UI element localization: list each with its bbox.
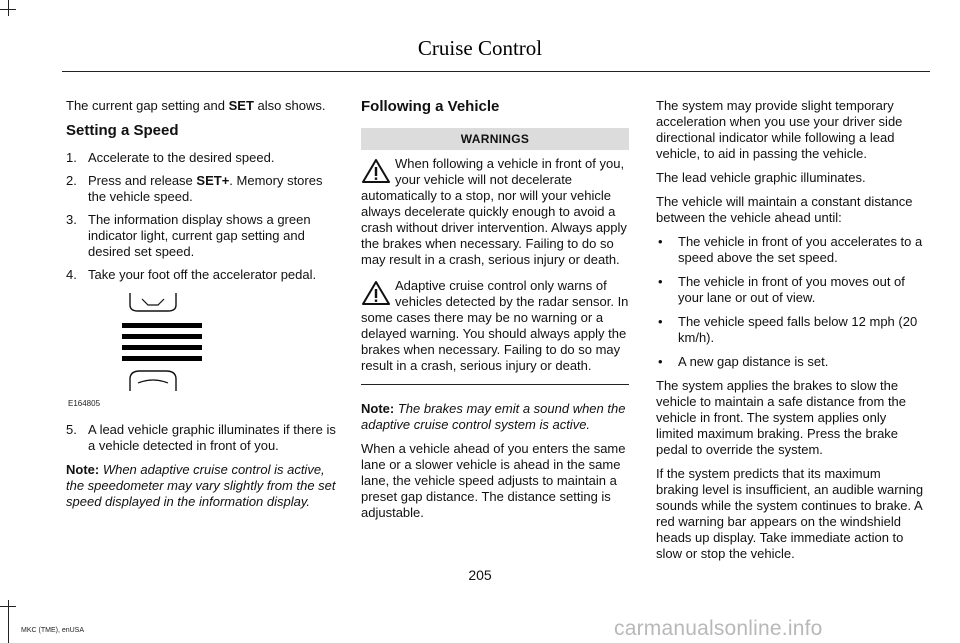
- section-title-following: Following a Vehicle: [361, 98, 500, 115]
- gap-graphic: [118, 291, 238, 414]
- gap-bar: [122, 345, 202, 350]
- section-title-setting-speed: Setting a Speed: [66, 122, 179, 139]
- watermark: carmanualsonline.info: [614, 617, 823, 640]
- own-vehicle-icon: [130, 371, 176, 391]
- paragraph: The vehicle will maintain a constant distance between the vehicle ahead until:: [656, 194, 913, 225]
- note-paragraph: Note: The brakes may emit a sound when the adaptive cruise control system is active.: [361, 401, 626, 432]
- list-item: • The vehicle in front of you moves out of your lane or out of view.: [658, 274, 905, 305]
- paragraph: If the system predicts that its maximum braking level is insufficient, an audible warning sounds while the system continues to brake. A red warning bar appears on the windshield heads up display. Take immediate action to slow or stop the vehicle.: [656, 466, 924, 561]
- column-2: [361, 98, 629, 529]
- gap-bar: [122, 323, 202, 328]
- paragraph: The system applies the brakes to slow the vehicle to maintain a safe distance from the vehicle in front. The system applies only limited maximum braking. Press the brake pedal to override the system.: [656, 378, 907, 457]
- column-1: [66, 98, 336, 518]
- warning-block: [361, 156, 629, 268]
- warning-triangle-icon: [361, 158, 391, 184]
- header-rule: [62, 71, 930, 72]
- paragraph: The lead vehicle graphic illuminates.: [656, 170, 866, 185]
- document-code: MKC (TME), enUSA: [21, 627, 85, 634]
- lead-vehicle-icon: [130, 293, 176, 311]
- step-item: 4. Take your foot off the accelerator pedal.: [66, 267, 317, 282]
- crop-mark: [0, 9, 16, 10]
- paragraph: When a vehicle ahead of you enters the same lane or a slower vehicle is ahead in the same lane, the vehicle speed adjusts to maintain a preset gap distance. The distance setting is adjustable.: [361, 441, 626, 520]
- page-number: 205: [468, 567, 492, 583]
- warnings-rule: [361, 384, 629, 385]
- warning-triangle-icon: [361, 280, 391, 306]
- gap-bar: [122, 356, 202, 361]
- conditions-list: [656, 234, 926, 370]
- step-item: 1. Accelerate to the desired speed.: [66, 150, 275, 165]
- warning-block: [361, 278, 629, 374]
- step-item: 5. A lead vehicle graphic illuminates if there is a vehicle detected in front of you.: [66, 422, 336, 453]
- step-item: 2. Press and release SET+. Memory stores the vehicle speed.: [66, 173, 323, 204]
- intro-paragraph: The current gap setting and SET also shows.: [66, 98, 326, 113]
- column-3: [656, 98, 926, 570]
- step-item: 3. The information display shows a green indicator light, current gap setting and desired set speed.: [66, 212, 311, 259]
- paragraph: The system may provide slight temporary acceleration when you use your driver side directional indicator while following a lead vehicle, to aid in passing the vehicle.: [656, 98, 903, 161]
- list-item: • A new gap distance is set.: [658, 354, 829, 369]
- list-item: • The vehicle in front of you accelerates to a speed above the set speed.: [658, 234, 923, 265]
- gap-bar: [122, 334, 202, 339]
- crop-mark: [0, 606, 16, 607]
- gap-setting-figure: [66, 291, 331, 414]
- warning-text: When following a vehicle in front of you, your vehicle will not decelerate automatically to a stop, nor will your vehicle always decelerate quickly enough to avoid a crash without driver intervention. Always apply the brakes when necessary. Failing to do so may result in a crash, serious injury or death.: [361, 156, 627, 267]
- figure-code: E164805: [68, 399, 101, 408]
- page-title: Cruise Control: [417, 36, 543, 60]
- crop-mark: [8, 0, 9, 16]
- list-item: • The vehicle speed falls below 12 mph (20 km/h).: [658, 314, 918, 345]
- steps-list-continued: [66, 422, 336, 454]
- note-paragraph: Note: When adaptive cruise control is active, the speedometer may vary slightly from the set speed displayed in the information display.: [66, 462, 336, 509]
- steps-list: [66, 150, 336, 283]
- warnings-header: WARNINGS: [361, 128, 629, 150]
- warning-text: Adaptive cruise control only warns of vehicles detected by the radar sensor. In some cases there may be no warning or a delayed warning. You should always apply the brakes when necessary. Failing to do so may result in a crash, serious injury or death.: [361, 278, 629, 373]
